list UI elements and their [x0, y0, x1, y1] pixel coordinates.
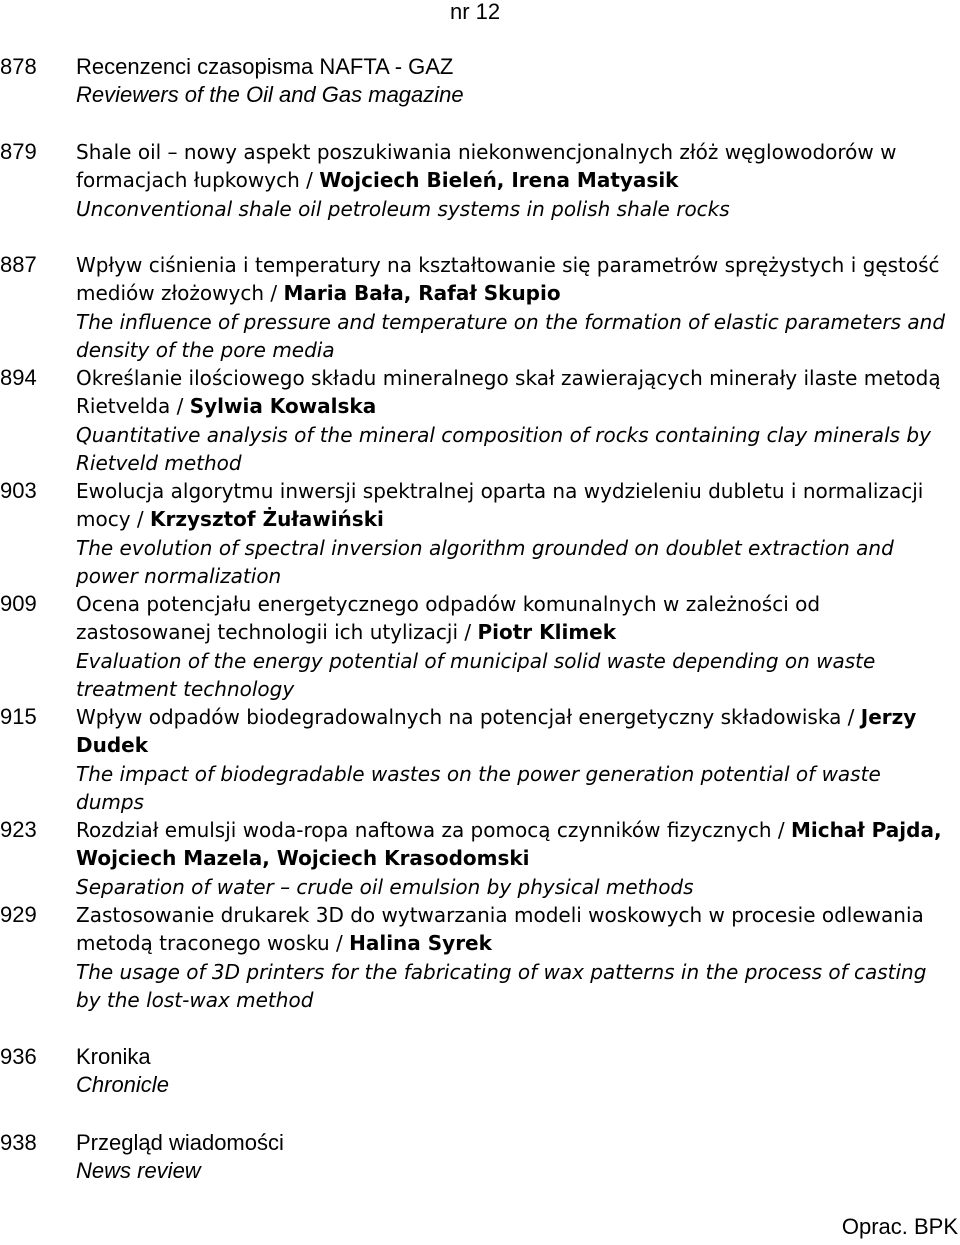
author-separator: /	[299, 168, 320, 193]
title-english: The influence of pressure and temperature on the formation of elastic parameters and density of the pore media	[76, 309, 946, 362]
issue-number: nr 12	[450, 0, 501, 24]
title-text: Wpływ odpadów biodegradowalnych na potencjał energetyczny składowiska	[76, 705, 842, 729]
title-text: Określanie ilościowego składu mineralnego skał zawierających minerały ilaste metodą Rietvelda	[76, 366, 941, 419]
page-number: 909	[0, 591, 37, 616]
title-polish	[76, 364, 950, 421]
title-text: Ocena potencjału energetycznego odpadów komunalnych w zależności od zastosowanej technologii ich utylizacji	[76, 592, 821, 645]
authors: Wojciech Bieleń, Irena Matyasik	[319, 168, 679, 193]
toc-entry	[0, 1129, 950, 1186]
toc-entry	[0, 590, 950, 703]
title-text: Kronika	[76, 1044, 151, 1069]
editor-credit: Oprac. BPK	[841, 1214, 958, 1239]
title-polish	[76, 590, 950, 647]
author-separator: /	[841, 705, 861, 729]
authors: Maria Bała, Rafał Skupio	[283, 281, 561, 306]
title-polish	[76, 816, 950, 873]
authors: Sylwia Kowalska	[189, 394, 377, 419]
author-separator: /	[458, 620, 478, 645]
title-text: Przegląd wiadomości	[76, 1130, 284, 1155]
page-number: 887	[0, 252, 37, 277]
title-polish	[76, 901, 950, 958]
toc-entry	[0, 477, 950, 590]
toc-entry	[0, 1043, 950, 1100]
title-polish	[76, 1129, 950, 1157]
title-english: Chronicle	[76, 1072, 169, 1098]
title-english: Evaluation of the energy potential of municipal solid waste depending on waste treatment technology	[76, 648, 876, 701]
title-polish	[76, 1043, 950, 1071]
author-separator: /	[264, 281, 284, 306]
toc-entry	[0, 364, 950, 477]
author-separator: /	[329, 931, 350, 956]
toc-entry	[0, 251, 950, 364]
toc-entry	[0, 53, 950, 110]
authors: Krzysztof Żuławiński	[150, 507, 384, 532]
title-text: Wpływ ciśnienia i temperatury na kształtowanie się parametrów sprężystych i gęstość mediów złożowych	[76, 253, 940, 306]
authors: Michał Pajda, Wojciech Mazela, Wojciech Krasodomski	[76, 818, 942, 871]
title-english: Separation of water – crude oil emulsion by physical methods	[76, 874, 694, 899]
toc-entry	[0, 138, 950, 223]
title-polish	[76, 477, 950, 534]
title-text: Ewolucja algorytmu inwersji spektralnej oparta na wydzieleniu dubletu i normalizacji mocy	[76, 479, 924, 532]
title-polish	[76, 53, 950, 81]
page-number: 915	[0, 704, 37, 729]
author-separator: /	[771, 818, 791, 842]
toc-entry	[0, 703, 950, 816]
title-english: Quantitative analysis of the mineral composition of rocks containing clay minerals by Rietveld method	[76, 422, 931, 475]
title-english: The impact of biodegradable wastes on the power generation potential of waste dumps	[76, 761, 881, 814]
title-english: The evolution of spectral inversion algorithm grounded on doublet extraction and power normalization	[76, 535, 894, 588]
title-polish	[76, 251, 950, 308]
title-english: The usage of 3D printers for the fabricating of wax patterns in the process of casting by the lost-wax method	[76, 959, 927, 1012]
toc-entry	[0, 901, 950, 1014]
title-text: Recenzenci czasopisma NAFTA - GAZ	[76, 54, 454, 79]
page-number: 938	[0, 1130, 37, 1155]
page-number: 929	[0, 902, 37, 927]
page-number: 879	[0, 139, 37, 164]
title-english: Unconventional shale oil petroleum systems in polish shale rocks	[76, 196, 730, 221]
authors: Jerzy Dudek	[76, 705, 917, 758]
authors: Halina Syrek	[349, 931, 492, 956]
title-text: Shale oil – nowy aspekt poszukiwania niekonwencjonalnych złóż węglowodorów w formacjach łupkowych	[76, 140, 897, 193]
title-polish	[76, 703, 950, 760]
page-number: 923	[0, 817, 37, 842]
author-separator: /	[130, 507, 151, 532]
author-separator: /	[170, 394, 190, 419]
title-text: Rozdział emulsji woda-ropa naftowa za pomocą czynników fizycznych	[76, 818, 772, 842]
title-polish	[76, 138, 950, 195]
page-number: 878	[0, 54, 37, 79]
page-number: 903	[0, 478, 37, 503]
title-english: News review	[76, 1158, 201, 1184]
page-number: 894	[0, 365, 37, 390]
authors: Piotr Klimek	[477, 620, 617, 645]
title-english: Reviewers of the Oil and Gas magazine	[76, 82, 464, 108]
toc-entry	[0, 816, 950, 901]
page-number: 936	[0, 1044, 37, 1069]
title-text: Zastosowanie drukarek 3D do wytwarzania modeli woskowych w procesie odlewania metodą traconego wosku	[76, 903, 924, 956]
